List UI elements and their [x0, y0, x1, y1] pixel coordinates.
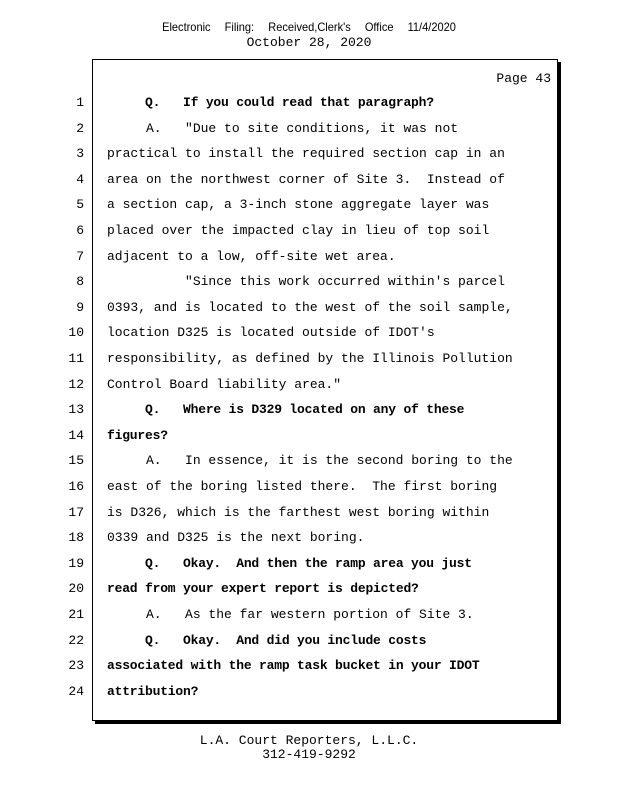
transcript-line: a section cap, a 3-inch stone aggregate layer was [107, 197, 490, 212]
line-number: 22 [68, 633, 84, 648]
line-number: 1 [76, 95, 84, 110]
line-number: 5 [76, 197, 84, 212]
transcript-line: east of the boring listed there. The first boring [107, 479, 498, 494]
line-number: 4 [76, 172, 84, 187]
transcript-line: location D325 is located outside of IDOT's [107, 325, 435, 340]
line-number: 2 [76, 121, 84, 136]
line-number: 19 [68, 556, 84, 571]
transcript-line: practical to install the required section cap in an [107, 146, 505, 161]
filing-stamp-part: 11/4/2020 [407, 20, 456, 34]
transcript-line: associated with the ramp task bucket in your IDOT [107, 658, 480, 673]
filing-stamp-part: Electronic [162, 20, 211, 34]
transcript-line: 0393, and is located to the west of the soil sample, [107, 300, 513, 315]
transcript-line: Q. If you could read that paragraph? [107, 95, 434, 110]
line-number: 3 [76, 146, 84, 161]
filing-stamp-part: Office [364, 20, 394, 34]
transcript-line: attribution? [107, 684, 199, 699]
transcript-line: placed over the impacted clay in lieu of top soil [107, 223, 490, 238]
deposition-date: October 28, 2020 [246, 35, 372, 50]
line-number: 6 [76, 223, 84, 238]
filing-stamp-part: Received,Clerk's [268, 20, 351, 34]
transcript-line: Q. Okay. And did you include costs [107, 633, 427, 648]
line-number: 8 [76, 274, 84, 289]
line-number: 12 [68, 377, 84, 392]
line-number: 17 [68, 505, 84, 520]
transcript-line: area on the northwest corner of Site 3. Instead of [107, 172, 505, 187]
line-number: 11 [68, 351, 84, 366]
line-number: 18 [68, 530, 84, 545]
transcript-line: A. "Due to site conditions, it was not [107, 121, 459, 136]
transcript-line: Control Board liability area." [107, 377, 342, 392]
line-number: 10 [68, 325, 84, 340]
reporter-phone: 312-419-9292 [262, 747, 356, 762]
transcript-line: adjacent to a low, off-site wet area. [107, 249, 396, 264]
line-number: 16 [68, 479, 84, 494]
transcript-line: is D326, which is the farthest west boring within [107, 505, 490, 520]
filing-stamp [25, 20, 594, 34]
line-number: 9 [76, 300, 84, 315]
transcript-line: figures? [107, 428, 168, 443]
transcript-line: "Since this work occurred within's parcel [107, 274, 505, 289]
transcript-line: Q. Okay. And then the ramp area you just [107, 556, 472, 571]
reporter-company: L.A. Court Reporters, L.L.C. [199, 733, 419, 748]
filing-stamp-part: Filing: [224, 20, 255, 34]
line-number: 15 [68, 453, 84, 468]
line-number: 20 [68, 581, 84, 596]
line-number: 13 [68, 402, 84, 417]
line-number: 7 [76, 249, 84, 264]
page-number: Page 43 [496, 71, 551, 86]
line-number: 23 [68, 658, 84, 673]
line-number: 21 [68, 607, 84, 622]
line-number: 24 [68, 684, 84, 699]
transcript-line: Q. Where is D329 located on any of these [107, 402, 465, 417]
line-number: 14 [68, 428, 84, 443]
transcript-line: responsibility, as defined by the Illinois Pollution [107, 351, 513, 366]
transcript-line: A. As the far western portion of Site 3. [107, 607, 474, 622]
transcript-line: 0339 and D325 is the next boring. [107, 530, 365, 545]
transcript-line: A. In essence, it is the second boring to the [107, 453, 513, 468]
transcript-line: read from your expert report is depicted? [107, 581, 419, 596]
